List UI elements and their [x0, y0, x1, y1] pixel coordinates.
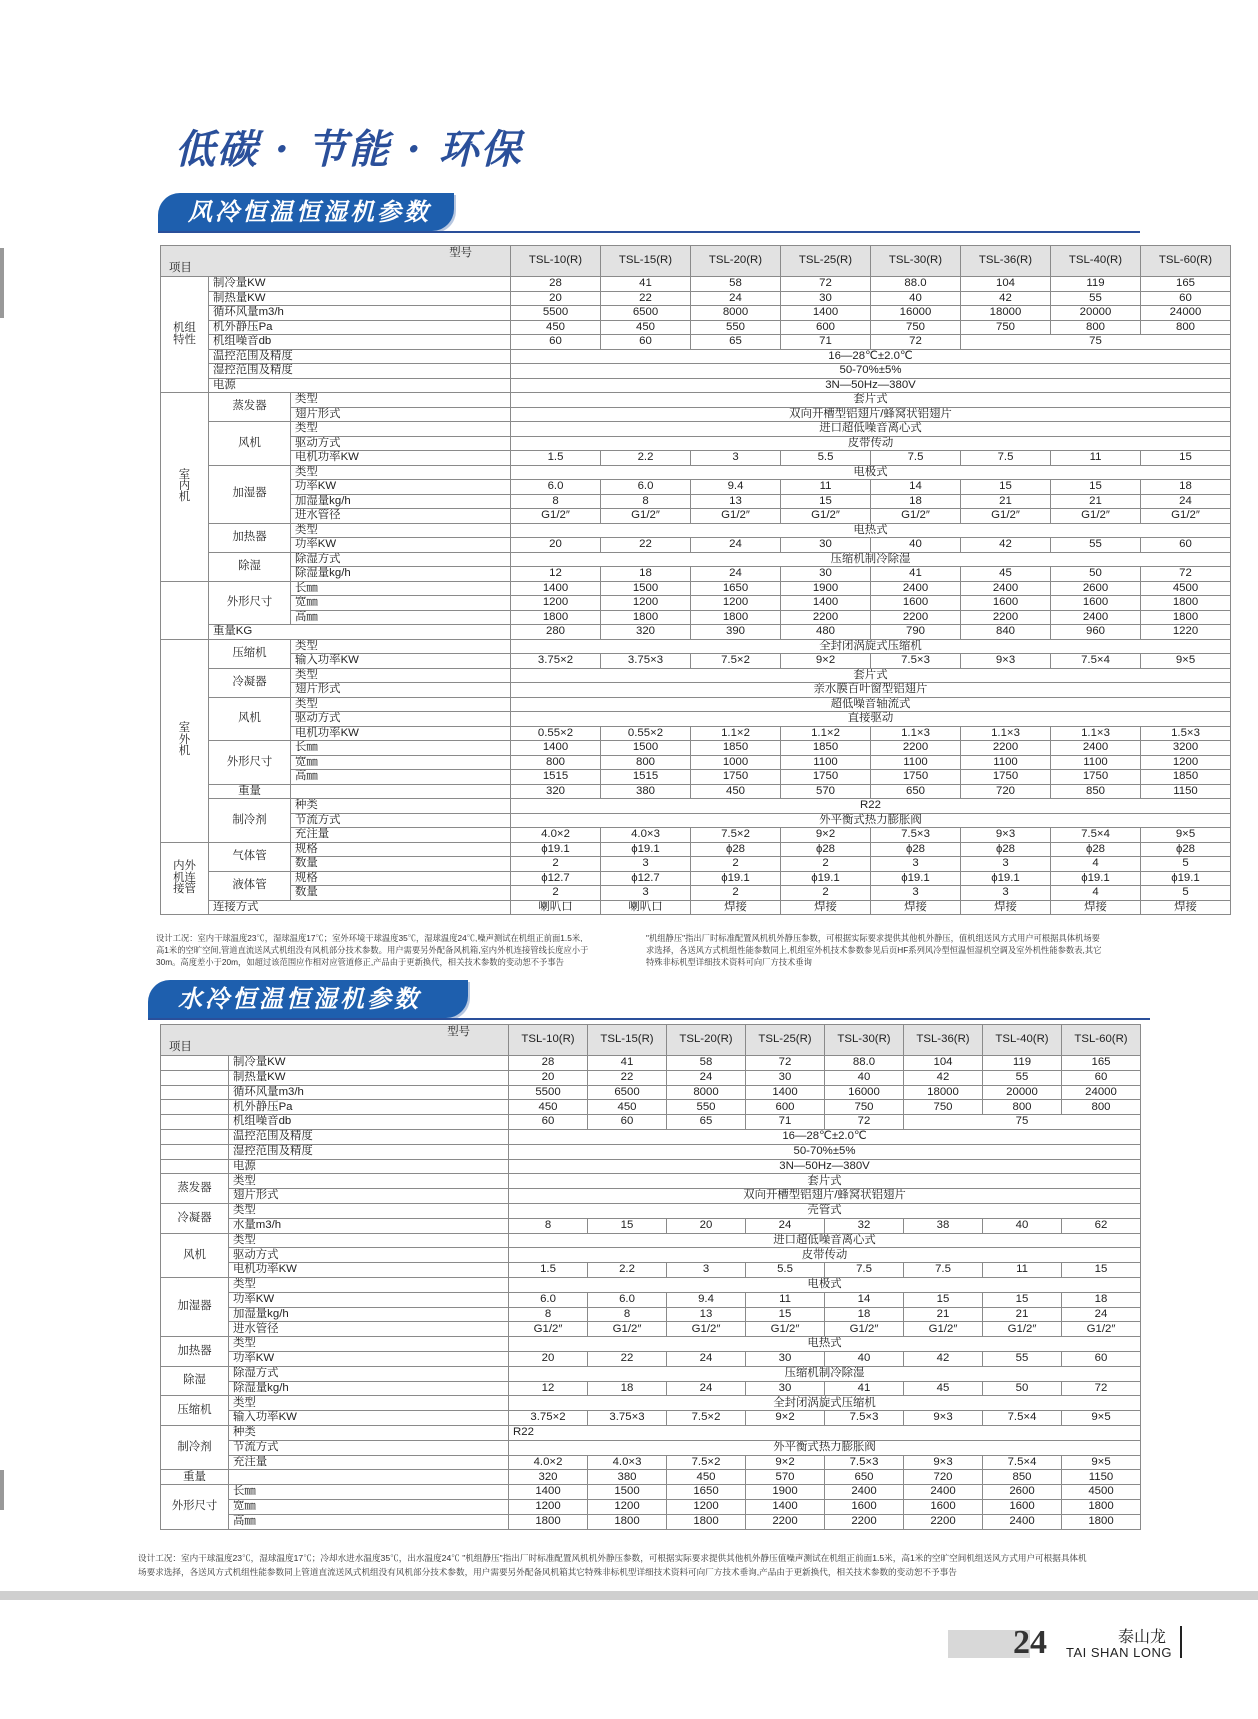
model-header: TSL-10(R)	[509, 1025, 588, 1056]
model-header: TSL-10(R)	[511, 246, 601, 277]
divider	[148, 1018, 1150, 1020]
header-item: 项目	[169, 1040, 192, 1053]
edge-mark	[0, 1470, 4, 1510]
model-header: TSL-36(R)	[961, 246, 1051, 277]
air-cooled-title-banner: 风冷恒温恒湿机参数	[158, 193, 454, 231]
brand-name-cn: 泰山龙	[1118, 1629, 1167, 1646]
model-header: TSL-60(R)	[1062, 1025, 1141, 1056]
model-header: TSL-36(R)	[904, 1025, 983, 1056]
footer-bar	[0, 1591, 1258, 1600]
model-header: TSL-15(R)	[601, 246, 691, 277]
water-design-note: 设计工况：室内干球温度23℃，湿球温度17℃；冷却水进水温度35℃，出水温度24℃ "机组静压"指出厂时标准配置风机机外静压参数，可根据实际要求提供其他机外静压值噪声测试在机组正前面1.5米，高1米的空旷空间机组送风方式用户可根据具体机 场要求选择，各送风方式机组性能参数同上管道直流送风式机组没有风机部分技术参数，用户需要另外配备风机箱其它特殊非标机型详细技术资料可向厂方技术垂询,产品由于更新换代，相关技术参数的变动恕不予事告	[138, 1553, 1087, 1577]
model-header: TSL-15(R)	[588, 1025, 667, 1056]
water-cooled-spec-table	[160, 1024, 1140, 1530]
edge-mark	[0, 248, 4, 318]
header-item: 项目	[169, 261, 192, 274]
model-header: TSL-40(R)	[983, 1025, 1062, 1056]
model-header: TSL-30(R)	[825, 1025, 904, 1056]
air-design-note-right: "机组静压"指出厂时标准配置风机机外静压参数，可根据实际要求提供其他机外静压，值机组送风方式用户可根据具体机场要 求选择，各送风方式机组性能参数同上,机组室外机技术参数参见后页HF系列风冷型恒温恒湿机空调及室外机性能参数表,其它 特殊非标机型详细技术资料可向厂方技术垂询	[646, 933, 1102, 967]
page-number: 24	[1013, 1624, 1047, 1661]
water-cooled-title-banner: 水冷恒温恒湿机参数	[148, 980, 468, 1018]
air-table-body: 机组 特性 制冷量KW 28 41 58 72 88.0 104 119 165 制热量KW 20 22 24 30 40 42 55 60 循环风量m3/h 5500 6500 8000 1400 16000 18000 20000 24000 机外静压Pa 450 450 550 600 750 750 800 800 机组噪音db 60 60 65 71 72 75 温控范围及精度 16—28℃±2.0℃ 湿控范围及精度 50-70%±5% 电源 3N—50Hz—380V 室 内 机 蒸发器 类型 套片式 翅片形式 双向开槽型铝翅片/蜂窝状铝翅片 风机 类型 进口超低噪音离心式 驱动方式 皮带传动 电机功率KW 1.5 2.2 3 5.5 7.5 7.5 11 15 加湿器 类型 电极式 功率KW 6.0 6.0 9.4 11 14 15 15 18 加湿量kg/h 8 8 13 15 18 21 21 24 进水管径 G1/2″ G1/2″ G1/2″ G1/2″ G1/2″ G1/2″ G1/2″ G1/2″ 加热器 类型 电热式 功率KW 20 22 24 30 40 42 55 60 除湿 除湿方式 压缩机制冷除湿 除湿量kg/h 12 18 24 30 41 45 50 72 外形尺寸 长㎜ 1400 1500 1650 1900 2400 2400 2600 4500 宽㎜ 1200 1200 1200 1400 1600 1600 1600 1800 高㎜ 1800 1800 1800 2200 2200 2200 2400 1800 重量KG 280 320 390 480 790 840 960 1220 室 外 机 压缩机 类型 全封闭涡旋式压缩机 输入功率KW 3.75×2 3.75×3 7.5×2 9×2 7.5×3 9×3 7.5×4 9×5 冷凝器 类型 套片式 翅片形式 亲水膜百叶窗型铝翅片 风机 类型 超低噪音轴流式 驱动方式 直接驱动 电机功率KW 0.55×2 0.55×2 1.1×2 1.1×2 1.1×3 1.1×3 1.1×3 1.5×3 外形尺寸 长㎜ 1400 1500 1850 1850 2200 2200 2400 3200 宽㎜ 800 800 1000 1100 1100 1100 1100 1200 高㎜ 1515 1515 1750 1750 1750 1750 1750 1850 重量 320 380 450 570 650 720 850 1150 制冷剂 种类 R22 节流方式 外平衡式热力膨胀阀 充注量 4.0×2 4.0×3 7.5×2 9×2 7.5×3 9×3 7.5×4 9×5 内外 机连 接管 气体管 规格 ϕ19.1 ϕ19.1 ϕ28 ϕ28 ϕ28 ϕ28 ϕ28 ϕ28 数量 2 3 2 2 3 3 4 5 液体管 规格 ϕ12.7 ϕ12.7 ϕ19.1 ϕ19.1 ϕ19.1 ϕ19.1 ϕ19.1 ϕ19.1 数量 2 3 2 2 3 3 4 5 连接方式 喇叭口 喇叭口 焊接 焊接 焊接 焊接 焊接 焊接	[161, 277, 1231, 915]
divider	[158, 231, 1140, 233]
model-header: TSL-20(R)	[691, 246, 781, 277]
model-header: TSL-25(R)	[781, 246, 871, 277]
air-cooled-spec-table	[160, 245, 1213, 915]
brand-name-en: TAI SHAN LONG	[1066, 1645, 1172, 1660]
water-table-body: 制冷量KW 28 41 58 72 88.0 104 119 165 制热量KW 20 22 24 30 40 42 55 60 循环风量m3/h 5500 6500 8000 1400 16000 18000 20000 24000 机外静压Pa 450 450 550 600 750 750 800 800 机组噪音db 60 60 65 71 72 75 温控范围及精度 16—28℃±2.0℃ 湿控范围及精度 50-70%±5% 电源 3N—50Hz—380V 蒸发器 类型 套片式 翅片形式 双向开槽型铝翅片/蜂窝状铝翅片 冷凝器 类型 壳管式 水量m3/h 8 15 20 24 32 38 40 62 风机 类型 进口超低噪音离心式 驱动方式 皮带传动 电机功率KW 1.5 2.2 3 5.5 7.5 7.5 11 15 加湿器 类型 电极式 功率KW 6.0 6.0 9.4 11 14 15 15 18 加湿量kg/h 8 8 13 15 18 21 21 24 进水管径 G1/2″ G1/2″ G1/2″ G1/2″ G1/2″ G1/2″ G1/2″ G1/2″ 加热器 类型 电热式 功率KW 20 22 24 30 40 42 55 60 除湿 除湿方式 压缩机制冷除湿 除湿量kg/h 12 18 24 30 41 45 50 72 压缩机 类型 全封闭涡旋式压缩机 输入功率KW 3.75×2 3.75×3 7.5×2 9×2 7.5×3 9×3 7.5×4 9×5 制冷剂 种类 R22 节流方式 外平衡式热力膨胀阀 充注量 4.0×2 4.0×3 7.5×2 9×2 7.5×3 9×3 7.5×4 9×5 重量 320 380 450 570 650 720 850 1150 外形尺寸 长㎜ 1400 1500 1650 1900 2400 2400 2600 4500 宽㎜ 1200 1200 1200 1400 1600 1600 1600 1800 高㎜ 1800 1800 1800 2200 2200 2200 2400 1800	[161, 1056, 1141, 1530]
model-header: TSL-25(R)	[746, 1025, 825, 1056]
header-model: 型号	[449, 247, 472, 259]
model-header: TSL-30(R)	[871, 246, 961, 277]
model-header: TSL-40(R)	[1051, 246, 1141, 277]
model-header: TSL-60(R)	[1141, 246, 1231, 277]
model-header: TSL-20(R)	[667, 1025, 746, 1056]
footer-divider	[1180, 1626, 1182, 1658]
air-design-note-left: 设计工况：室内干球温度23℃，湿球温度17℃；室外环境干球温度35℃，湿球温度24℃,噪声测试在机组正前面1.5米, 高1米的空旷空间,管道直流送风式机组没有风机部分技术参数。用户需要另外配备风机箱,室内外机连接管线长度应小于 30m。高度差小于20m，如超过该范围应作相对应管道修正,产品由于更新换代，相关技术参数的变动恕不予事告	[156, 933, 589, 967]
header-model: 型号	[447, 1026, 471, 1038]
slogan: 低碳 · 节能 · 环保	[175, 126, 523, 173]
row-group: 机组 特性	[161, 277, 209, 393]
